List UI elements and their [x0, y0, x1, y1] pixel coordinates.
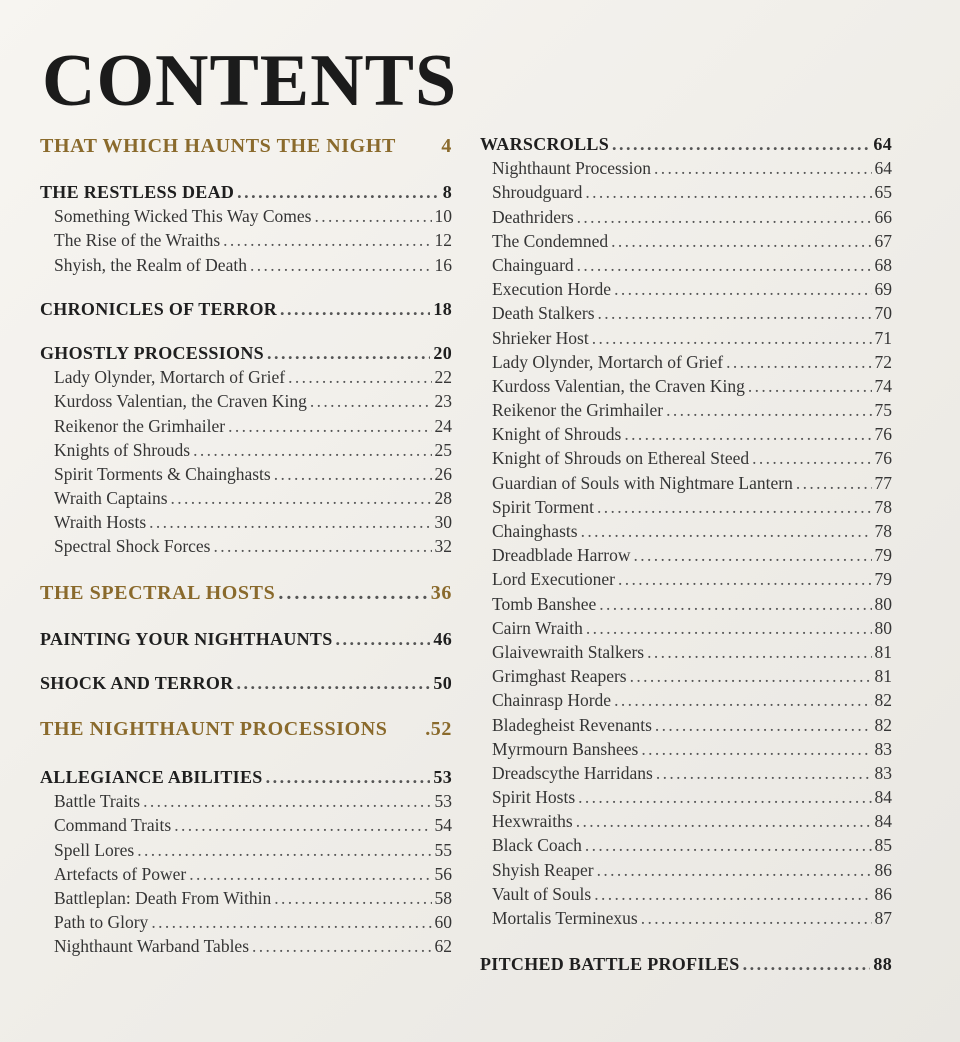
toc-entry-label: Shyish, the Realm of Death	[54, 254, 247, 275]
toc-page-number: 79	[874, 569, 892, 590]
toc-page-number: 30	[434, 512, 452, 533]
toc-entry[interactable]	[480, 446, 892, 470]
toc-page-number: 62	[434, 936, 452, 957]
toc-entry-label: Grimghast Reapers	[492, 666, 627, 687]
dot-leader	[630, 664, 872, 688]
dot-leader	[310, 389, 432, 413]
toc-entry-label: THE SPECTRAL HOSTS	[40, 581, 276, 604]
toc-entry-label: THE RESTLESS DEAD	[40, 182, 235, 202]
toc-page-number: 77	[874, 472, 892, 493]
dot-leader	[726, 350, 871, 374]
toc-section-heading[interactable]	[40, 297, 452, 321]
toc-entry[interactable]	[40, 228, 452, 252]
toc-entry-label: Lady Olynder, Mortarch of Grief	[492, 351, 724, 372]
toc-page-number: .52	[425, 718, 452, 740]
dot-leader	[618, 567, 872, 591]
toc-entry[interactable]	[480, 422, 892, 446]
toc-page-number: 23	[434, 391, 452, 412]
toc-page-number: 24	[434, 415, 452, 436]
toc-entry-label: Path to Glory	[54, 912, 149, 933]
toc-entry-label: Hexwraiths	[492, 811, 573, 832]
toc-entry-label: Tomb Banshee	[492, 593, 597, 614]
toc-entry[interactable]	[40, 510, 452, 534]
toc-page-number: 88	[873, 954, 892, 975]
dot-leader	[193, 438, 431, 462]
toc-entry-label: Nighthaunt Procession	[492, 158, 651, 179]
toc-entry-label: Myrmourn Banshees	[492, 738, 639, 759]
toc-section-heading[interactable]	[40, 132, 452, 160]
toc-entry-label: Chainrasp Horde	[492, 690, 612, 711]
toc-page-number: 80	[874, 617, 892, 638]
dot-leader	[151, 910, 431, 934]
dot-leader	[633, 543, 871, 567]
section-gap	[40, 321, 452, 341]
toc-entry-label: Battleplan: Death From Within	[54, 887, 272, 908]
toc-entry[interactable]	[480, 592, 892, 616]
toc-page-number: 64	[873, 134, 892, 154]
toc-section-heading[interactable]	[40, 180, 452, 204]
toc-page-number: 78	[874, 496, 892, 517]
toc-entry[interactable]	[480, 205, 892, 229]
toc-page-number: 72	[874, 351, 892, 372]
toc-page-number: 79	[874, 545, 892, 566]
toc-page-number: 78	[874, 521, 892, 541]
toc-page-number: 58	[434, 887, 452, 908]
toc-page-number: 16	[434, 254, 452, 275]
toc-entry[interactable]	[480, 156, 892, 180]
toc-entry-label: Chainguard	[492, 254, 574, 275]
toc-entry[interactable]	[40, 365, 452, 389]
toc-entry[interactable]	[480, 713, 892, 737]
toc-page-number: 71	[874, 327, 892, 348]
toc-page-number: 18	[433, 298, 452, 319]
section-gap	[480, 930, 892, 952]
toc-entry-label: THAT WHICH HAUNTS THE NIGHT	[40, 135, 396, 157]
toc-entry-label: ALLEGIANCE ABILITIES	[40, 767, 263, 787]
dot-leader	[748, 374, 872, 398]
toc-page-number: 25	[434, 439, 452, 460]
dot-leader	[594, 882, 871, 906]
toc-entry[interactable]	[40, 204, 452, 228]
toc-page-number: 75	[874, 400, 892, 421]
toc-page-number: 67	[874, 230, 892, 251]
toc-page-number: 82	[874, 714, 892, 735]
toc-entry-label: Guardian of Souls with Nightmare Lantern	[492, 472, 793, 493]
dot-leader	[641, 906, 872, 930]
toc-page-number: 87	[874, 908, 892, 928]
toc-entry-label: Knights of Shrouds	[54, 439, 191, 460]
toc-entry-label: Shroudguard	[492, 182, 583, 203]
toc-entry-label: Spirit Torment	[492, 496, 594, 517]
toc-entry[interactable]	[40, 486, 452, 510]
dot-leader	[274, 886, 431, 910]
toc-entry-label: Wraith Hosts	[54, 512, 147, 533]
toc-entry-label: Wraith Captains	[54, 488, 168, 509]
toc-entry-label: Vault of Souls	[492, 883, 592, 904]
toc-entry-label: Dreadblade Harrow	[492, 545, 631, 566]
toc-entry-label: Death Stalkers	[492, 303, 595, 324]
dot-leader	[612, 132, 870, 156]
toc-page-number: 36	[430, 581, 452, 604]
section-gap	[40, 160, 452, 180]
toc-section-heading[interactable]	[40, 671, 452, 695]
dot-leader	[250, 253, 432, 277]
toc-entry[interactable]	[480, 471, 892, 495]
toc-page-number: 85	[874, 835, 892, 856]
dot-leader	[577, 253, 872, 277]
toc-page-number: 64	[874, 158, 892, 179]
toc-page-number: 86	[874, 859, 892, 880]
toc-entry-label: Chainghasts	[492, 521, 578, 541]
toc-entry[interactable]	[40, 462, 452, 486]
toc-entry-label: Knight of Shrouds on Ethereal Steed	[492, 448, 750, 469]
dot-leader	[666, 398, 871, 422]
toc-entry-label: Reikenor the Grimhailer	[54, 415, 226, 436]
toc-page-number: 32	[434, 536, 452, 557]
toc-entry-label: Bladegheist Revenants	[492, 714, 652, 735]
dot-leader	[624, 422, 871, 446]
dot-leader	[581, 519, 872, 543]
dot-leader	[598, 301, 872, 325]
toc-entry-label: SHOCK AND TERROR	[40, 672, 234, 693]
toc-entry-label: Deathriders	[492, 206, 574, 227]
toc-page-number: 66	[874, 206, 892, 227]
dot-leader	[743, 952, 871, 976]
toc-page-number: 20	[433, 342, 452, 363]
toc-page-number: 28	[434, 488, 452, 509]
dot-leader	[592, 326, 872, 350]
dot-leader	[654, 156, 872, 180]
toc-page-number: 26	[434, 463, 452, 484]
toc-page-number: 53	[434, 791, 452, 812]
dot-leader	[586, 616, 872, 640]
dot-leader	[274, 462, 432, 486]
dot-leader	[174, 813, 431, 837]
toc-entry-label: Shrieker Host	[492, 327, 589, 348]
toc-entry[interactable]	[480, 737, 892, 761]
toc-entry[interactable]	[40, 438, 452, 462]
toc-entry[interactable]	[480, 858, 892, 882]
toc-entry[interactable]	[480, 301, 892, 325]
dot-leader	[314, 204, 431, 228]
toc-page-number: 82	[874, 690, 892, 711]
toc-entry[interactable]	[40, 813, 452, 837]
toc-page-number: 76	[874, 424, 892, 445]
toc-entry[interactable]	[480, 688, 892, 712]
dot-leader	[577, 205, 872, 229]
toc-entry[interactable]	[480, 640, 892, 664]
dot-leader	[656, 761, 872, 785]
dot-leader	[149, 510, 431, 534]
toc-section-heading[interactable]	[480, 952, 892, 976]
toc-page-number: 81	[874, 641, 892, 662]
toc-page-number: 69	[874, 279, 892, 300]
toc-entry[interactable]	[480, 567, 892, 591]
toc-entry-label: GHOSTLY PROCESSIONS	[40, 342, 264, 363]
toc-entry[interactable]	[480, 495, 892, 519]
section-gap	[40, 695, 452, 715]
dot-leader	[214, 534, 432, 558]
toc-entry-label: Nighthaunt Warband Tables	[54, 936, 250, 957]
section-gap	[40, 607, 452, 627]
toc-page-number: 65	[874, 182, 892, 203]
toc-entry-label: Spectral Shock Forces	[54, 536, 211, 557]
toc-page-number: 86	[874, 883, 892, 904]
toc-page-number: 55	[434, 839, 452, 860]
toc-entry-label: Lord Executioner	[492, 569, 615, 590]
dot-leader	[611, 229, 871, 253]
toc-entry-label: Kurdoss Valentian, the Craven King	[492, 375, 745, 396]
dot-leader	[266, 765, 431, 789]
toc-entry[interactable]	[480, 543, 892, 567]
dot-leader	[336, 627, 431, 651]
toc-page-number: 84	[874, 811, 892, 832]
dot-leader	[599, 592, 871, 616]
toc-entry[interactable]	[480, 277, 892, 301]
toc-entry[interactable]	[40, 253, 452, 277]
toc-page-number: 22	[434, 367, 452, 388]
toc-page-number: 70	[874, 303, 892, 324]
toc-entry-label: Lady Olynder, Mortarch of Grief	[54, 367, 286, 388]
page-title: CONTENTS	[42, 40, 458, 122]
toc-entry[interactable]	[480, 761, 892, 785]
toc-entry[interactable]	[40, 534, 452, 558]
toc-entry[interactable]	[480, 519, 892, 543]
toc-entry-label: CHRONICLES OF TERROR	[40, 298, 278, 319]
toc-entry[interactable]	[480, 350, 892, 374]
toc-page-number: 83	[874, 738, 892, 759]
toc-left-column	[40, 132, 452, 959]
toc-entry-label: The Rise of the Wraiths	[54, 230, 221, 251]
dot-leader	[655, 713, 872, 737]
dot-leader	[576, 809, 872, 833]
toc-page-number: 84	[874, 787, 892, 808]
toc-entry[interactable]	[480, 809, 892, 833]
toc-entry-label: Execution Horde	[492, 279, 612, 300]
toc-right-column	[480, 132, 892, 976]
toc-entry-label: Spirit Hosts	[492, 787, 576, 808]
dot-leader	[137, 838, 431, 862]
toc-page-number: 81	[874, 666, 892, 687]
toc-section-heading[interactable]	[40, 627, 452, 651]
toc-page-number: 4	[441, 135, 452, 157]
toc-entry[interactable]	[480, 906, 892, 930]
toc-entry[interactable]	[40, 838, 452, 862]
dot-leader	[237, 180, 440, 204]
dot-leader	[228, 414, 431, 438]
toc-entry-label: Mortalis Terminexus	[492, 908, 638, 928]
toc-entry-label: Black Coach	[492, 835, 582, 856]
toc-entry-label: Battle Traits	[54, 791, 141, 812]
toc-entry[interactable]	[480, 398, 892, 422]
toc-entry-label: Spirit Torments & Chainghasts	[54, 463, 271, 484]
toc-entry[interactable]	[40, 789, 452, 813]
toc-page-number: 68	[874, 254, 892, 275]
toc-page-number: 54	[434, 815, 452, 836]
toc-entry-label: THE NIGHTHAUNT PROCESSIONS	[40, 718, 388, 740]
toc-entry-label: PITCHED BATTLE PROFILES	[480, 954, 740, 975]
toc-entry[interactable]	[40, 862, 452, 886]
toc-entry[interactable]	[40, 910, 452, 934]
toc-entry-label: Shyish Reaper	[492, 859, 594, 880]
dot-leader	[614, 688, 871, 712]
dot-leader	[223, 228, 431, 252]
dot-leader	[585, 833, 872, 857]
toc-entry-label: Something Wicked This Way Comes	[54, 206, 312, 227]
dot-leader	[578, 785, 871, 809]
toc-page-number: 50	[433, 672, 452, 693]
toc-entry-label: Cairn Wraith	[492, 617, 583, 638]
dot-leader	[796, 471, 872, 495]
section-gap	[40, 651, 452, 671]
toc-entry-label: Spell Lores	[54, 839, 135, 860]
dot-leader	[597, 858, 872, 882]
toc-entry[interactable]	[480, 229, 892, 253]
dot-leader	[614, 277, 871, 301]
toc-entry[interactable]	[480, 180, 892, 204]
toc-entry-label: PAINTING YOUR NIGHTHAUNTS	[40, 628, 333, 649]
dot-leader	[252, 934, 431, 958]
toc-entry[interactable]	[40, 389, 452, 413]
toc-page-number: 10	[434, 206, 452, 227]
toc-entry-label: Glaivewraith Stalkers	[492, 641, 645, 662]
toc-entry[interactable]	[40, 934, 452, 958]
toc-entry-label: Command Traits	[54, 815, 172, 836]
dot-leader	[189, 862, 431, 886]
toc-entry-label: Artefacts of Power	[54, 863, 187, 884]
toc-section-heading[interactable]	[480, 132, 892, 156]
toc-entry-label: Knight of Shrouds	[492, 424, 622, 445]
dot-leader	[237, 671, 431, 695]
dot-leader	[597, 495, 872, 519]
toc-entry[interactable]	[480, 374, 892, 398]
section-gap	[40, 559, 452, 579]
dot-leader	[280, 297, 430, 321]
dot-leader	[585, 180, 871, 204]
dot-leader	[288, 365, 431, 389]
toc-page-number: 83	[874, 762, 892, 783]
section-gap	[40, 743, 452, 765]
dot-leader	[171, 486, 432, 510]
toc-page-number: 53	[433, 767, 452, 787]
toc-page-number: 8	[442, 182, 452, 202]
toc-entry[interactable]	[480, 833, 892, 857]
dot-leader	[143, 789, 431, 813]
toc-page-number: 56	[434, 863, 452, 884]
toc-entry[interactable]	[480, 616, 892, 640]
toc-page-number: 12	[434, 230, 452, 251]
toc-entry-label: WARSCROLLS	[480, 134, 610, 154]
toc-entry-label: Kurdoss Valentian, the Craven King	[54, 391, 307, 412]
toc-entry[interactable]	[480, 882, 892, 906]
toc-entry[interactable]	[480, 785, 892, 809]
dot-leader	[267, 341, 430, 365]
toc-page-number: 76	[874, 448, 892, 469]
toc-entry-label: Dreadscythe Harridans	[492, 762, 653, 783]
toc-page-number: 80	[874, 593, 892, 614]
dot-leader	[641, 737, 871, 761]
toc-entry[interactable]	[40, 886, 452, 910]
toc-entry[interactable]	[40, 414, 452, 438]
dot-leader	[647, 640, 871, 664]
toc-page-number: 60	[434, 912, 452, 933]
dot-leader	[278, 579, 427, 607]
toc-section-heading[interactable]	[40, 341, 452, 365]
dot-leader	[752, 446, 871, 470]
toc-page-number: 74	[874, 375, 892, 396]
toc-page-number: 46	[433, 628, 452, 649]
toc-entry[interactable]	[480, 664, 892, 688]
toc-entry[interactable]	[480, 326, 892, 350]
section-gap	[40, 277, 452, 297]
toc-entry-label: Reikenor the Grimhailer	[492, 400, 664, 421]
toc-section-heading[interactable]	[40, 765, 452, 789]
toc-entry-label: The Condemned	[492, 230, 609, 251]
toc-section-heading[interactable]	[40, 715, 452, 743]
toc-entry[interactable]	[480, 253, 892, 277]
toc-section-heading[interactable]	[40, 579, 452, 607]
